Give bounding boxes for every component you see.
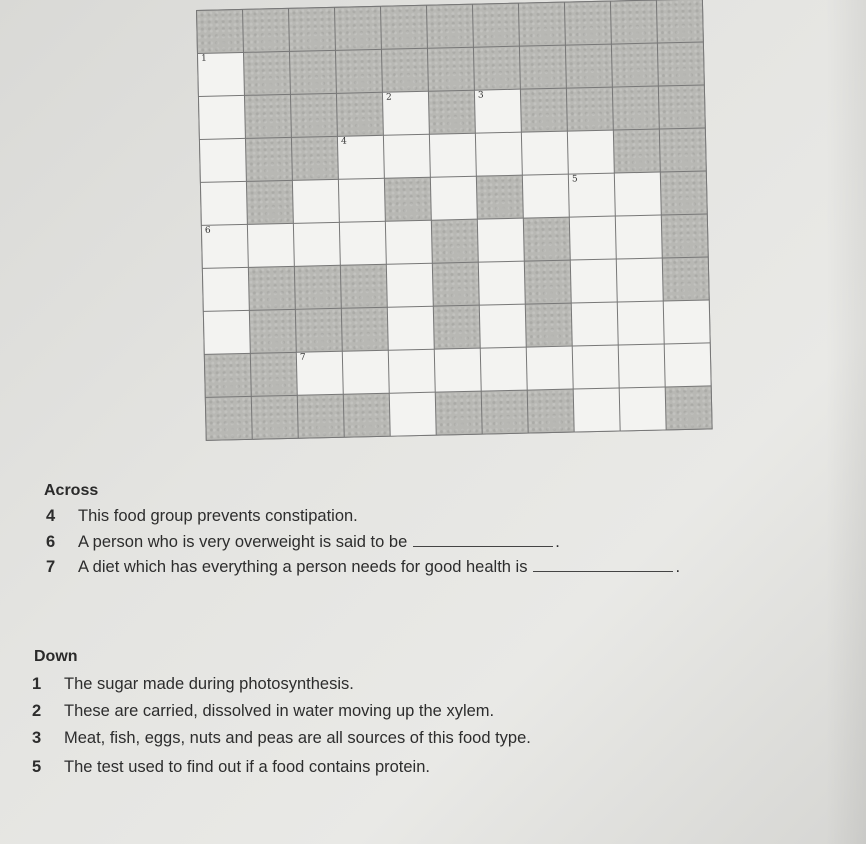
crossword-grid xyxy=(196,0,713,441)
clue-number-label: 3 xyxy=(477,90,484,101)
crossword-answer-cell[interactable] xyxy=(571,260,617,303)
crossword-answer-cell[interactable] xyxy=(475,90,521,133)
down-clue-5 xyxy=(32,758,430,777)
crossword-block-cell xyxy=(385,178,431,221)
crossword-puzzle xyxy=(196,0,713,441)
crossword-block-cell xyxy=(662,214,708,257)
down-clue-2 xyxy=(32,702,494,721)
crossword-answer-cell[interactable] xyxy=(297,352,343,395)
crossword-block-cell xyxy=(612,44,658,87)
clue-text: A diet which has everything a person needs for good health is xyxy=(78,558,528,576)
crossword-block-cell xyxy=(432,220,478,263)
crossword-block-cell xyxy=(252,396,298,439)
across-heading: Across xyxy=(44,482,99,499)
crossword-block-cell xyxy=(336,50,382,93)
clue-text: Meat, fish, eggs, nuts and peas are all sources of this food type. xyxy=(64,729,531,747)
page-edge-shadow xyxy=(826,0,866,844)
crossword-answer-cell[interactable] xyxy=(388,307,434,350)
crossword-answer-cell[interactable] xyxy=(573,346,619,389)
clue-number-label: 7 xyxy=(299,352,306,363)
crossword-block-cell xyxy=(433,263,479,306)
crossword-block-cell xyxy=(246,138,292,181)
clue-text: A person who is very overweight is said to be xyxy=(78,533,408,551)
crossword-answer-cell[interactable] xyxy=(620,387,666,430)
crossword-block-cell xyxy=(614,130,660,173)
crossword-answer-cell[interactable] xyxy=(618,301,664,344)
crossword-block-cell xyxy=(290,51,336,94)
crossword-block-cell xyxy=(382,49,428,92)
across-clue-6 xyxy=(46,532,560,552)
clue-number-label: 6 xyxy=(204,225,211,236)
crossword-answer-cell[interactable] xyxy=(390,393,436,436)
crossword-answer-cell[interactable] xyxy=(478,219,524,262)
crossword-block-cell xyxy=(289,8,335,51)
crossword-block-cell xyxy=(247,181,293,224)
down-clue-1 xyxy=(32,675,354,694)
crossword-block-cell xyxy=(206,397,252,440)
crossword-answer-cell[interactable] xyxy=(294,223,340,266)
crossword-block-cell xyxy=(528,390,574,433)
clue-text: The test used to find out if a food contains protein. xyxy=(64,758,430,776)
crossword-answer-cell[interactable] xyxy=(523,175,569,218)
crossword-answer-cell[interactable] xyxy=(569,174,615,217)
crossword-block-cell xyxy=(436,392,482,435)
crossword-block-cell xyxy=(666,386,712,429)
crossword-block-cell xyxy=(521,89,567,132)
clue-number-label: 2 xyxy=(385,92,392,103)
crossword-block-cell xyxy=(244,52,290,95)
crossword-block-cell xyxy=(565,2,611,45)
clue-number: 4 xyxy=(46,507,56,525)
crossword-answer-cell[interactable] xyxy=(340,222,386,265)
clue-number-label: 1 xyxy=(200,53,207,64)
crossword-block-cell xyxy=(567,88,613,131)
answer-blank[interactable] xyxy=(533,557,673,572)
crossword-answer-cell[interactable] xyxy=(202,225,248,268)
crossword-answer-cell[interactable] xyxy=(480,305,526,348)
clue-end-punctuation: . xyxy=(555,533,560,551)
crossword-block-cell xyxy=(661,171,707,214)
crossword-block-cell xyxy=(429,91,475,134)
down-heading: Down xyxy=(34,648,78,665)
across-clue-7 xyxy=(46,557,680,577)
crossword-block-cell xyxy=(295,266,341,309)
crossword-answer-cell[interactable] xyxy=(476,133,522,176)
crossword-block-cell xyxy=(519,3,565,46)
clue-number: 2 xyxy=(32,702,42,720)
clue-number: 1 xyxy=(32,675,42,693)
crossword-answer-cell[interactable] xyxy=(522,132,568,175)
crossword-answer-cell[interactable] xyxy=(200,139,246,182)
crossword-answer-cell[interactable] xyxy=(430,134,476,177)
across-clue-4 xyxy=(46,507,358,526)
crossword-block-cell xyxy=(482,391,528,434)
crossword-block-cell xyxy=(657,0,703,43)
answer-blank[interactable] xyxy=(413,532,553,547)
crossword-answer-cell[interactable] xyxy=(387,264,433,307)
crossword-block-cell xyxy=(613,87,659,130)
crossword-answer-cell[interactable] xyxy=(574,389,620,432)
down-clue-3 xyxy=(32,729,531,748)
crossword-block-cell xyxy=(659,85,705,128)
clue-number: 6 xyxy=(46,533,56,551)
crossword-block-cell xyxy=(525,261,571,304)
crossword-block-cell xyxy=(342,308,388,351)
clue-end-punctuation: . xyxy=(675,558,681,576)
crossword-block-cell xyxy=(250,310,296,353)
crossword-block-cell xyxy=(243,9,289,52)
crossword-answer-cell[interactable] xyxy=(343,351,389,394)
crossword-answer-cell[interactable] xyxy=(479,262,525,305)
crossword-answer-cell[interactable] xyxy=(572,303,618,346)
crossword-answer-cell[interactable] xyxy=(664,300,710,343)
crossword-block-cell xyxy=(249,267,295,310)
crossword-answer-cell[interactable] xyxy=(386,221,432,264)
crossword-answer-cell[interactable] xyxy=(431,177,477,220)
clue-text: This food group prevents constipation. xyxy=(78,507,358,525)
crossword-block-cell xyxy=(663,257,709,300)
crossword-answer-cell[interactable] xyxy=(203,268,249,311)
crossword-block-cell xyxy=(434,306,480,349)
crossword-block-cell xyxy=(205,354,251,397)
crossword-block-cell xyxy=(524,218,570,261)
clue-text: These are carried, dissolved in water moving up the xylem. xyxy=(64,702,495,720)
crossword-block-cell xyxy=(477,176,523,219)
crossword-answer-cell[interactable] xyxy=(615,173,661,216)
crossword-block-cell xyxy=(245,95,291,138)
crossword-answer-cell[interactable] xyxy=(568,131,614,174)
crossword-answer-cell[interactable] xyxy=(527,347,573,390)
crossword-block-cell xyxy=(658,43,704,86)
crossword-answer-cell[interactable] xyxy=(616,216,662,259)
crossword-answer-cell[interactable] xyxy=(570,217,616,260)
crossword-answer-cell[interactable] xyxy=(201,182,247,225)
crossword-block-cell xyxy=(344,394,390,437)
crossword-block-cell xyxy=(298,395,344,438)
crossword-block-cell xyxy=(292,137,338,180)
crossword-block-cell xyxy=(341,265,387,308)
clue-number-label: 4 xyxy=(340,136,347,147)
clue-number: 7 xyxy=(46,558,56,576)
crossword-block-cell xyxy=(473,4,519,47)
crossword-answer-cell[interactable] xyxy=(198,53,244,96)
clue-number: 3 xyxy=(32,729,42,747)
crossword-answer-cell[interactable] xyxy=(435,349,481,392)
crossword-answer-cell[interactable] xyxy=(384,135,430,178)
crossword-block-cell xyxy=(474,47,520,90)
crossword-answer-cell[interactable] xyxy=(199,96,245,139)
crossword-answer-cell[interactable] xyxy=(204,311,250,354)
clue-number: 5 xyxy=(32,758,42,776)
crossword-block-cell xyxy=(428,48,474,91)
crossword-answer-cell[interactable] xyxy=(293,180,339,223)
crossword-answer-cell[interactable] xyxy=(619,344,665,387)
crossword-block-cell xyxy=(611,1,657,44)
crossword-block-cell xyxy=(427,5,473,48)
clue-text: The sugar made during photosynthesis. xyxy=(64,675,354,693)
crossword-block-cell xyxy=(526,304,572,347)
crossword-block-cell xyxy=(251,353,297,396)
crossword-answer-cell[interactable] xyxy=(339,179,385,222)
crossword-answer-cell[interactable] xyxy=(665,343,711,386)
crossword-block-cell xyxy=(381,6,427,49)
crossword-block-cell xyxy=(566,45,612,88)
crossword-answer-cell[interactable] xyxy=(389,350,435,393)
crossword-block-cell xyxy=(660,128,706,171)
crossword-answer-cell[interactable] xyxy=(481,348,527,391)
crossword-answer-cell[interactable] xyxy=(338,136,384,179)
clue-number-label: 5 xyxy=(571,174,578,185)
crossword-block-cell xyxy=(337,93,383,136)
crossword-block-cell xyxy=(197,10,243,53)
crossword-block-cell xyxy=(520,46,566,89)
crossword-answer-cell[interactable] xyxy=(617,258,663,301)
crossword-block-cell xyxy=(291,94,337,137)
crossword-block-cell xyxy=(296,309,342,352)
crossword-block-cell xyxy=(335,7,381,50)
crossword-answer-cell[interactable] xyxy=(248,224,294,267)
crossword-answer-cell[interactable] xyxy=(383,92,429,135)
